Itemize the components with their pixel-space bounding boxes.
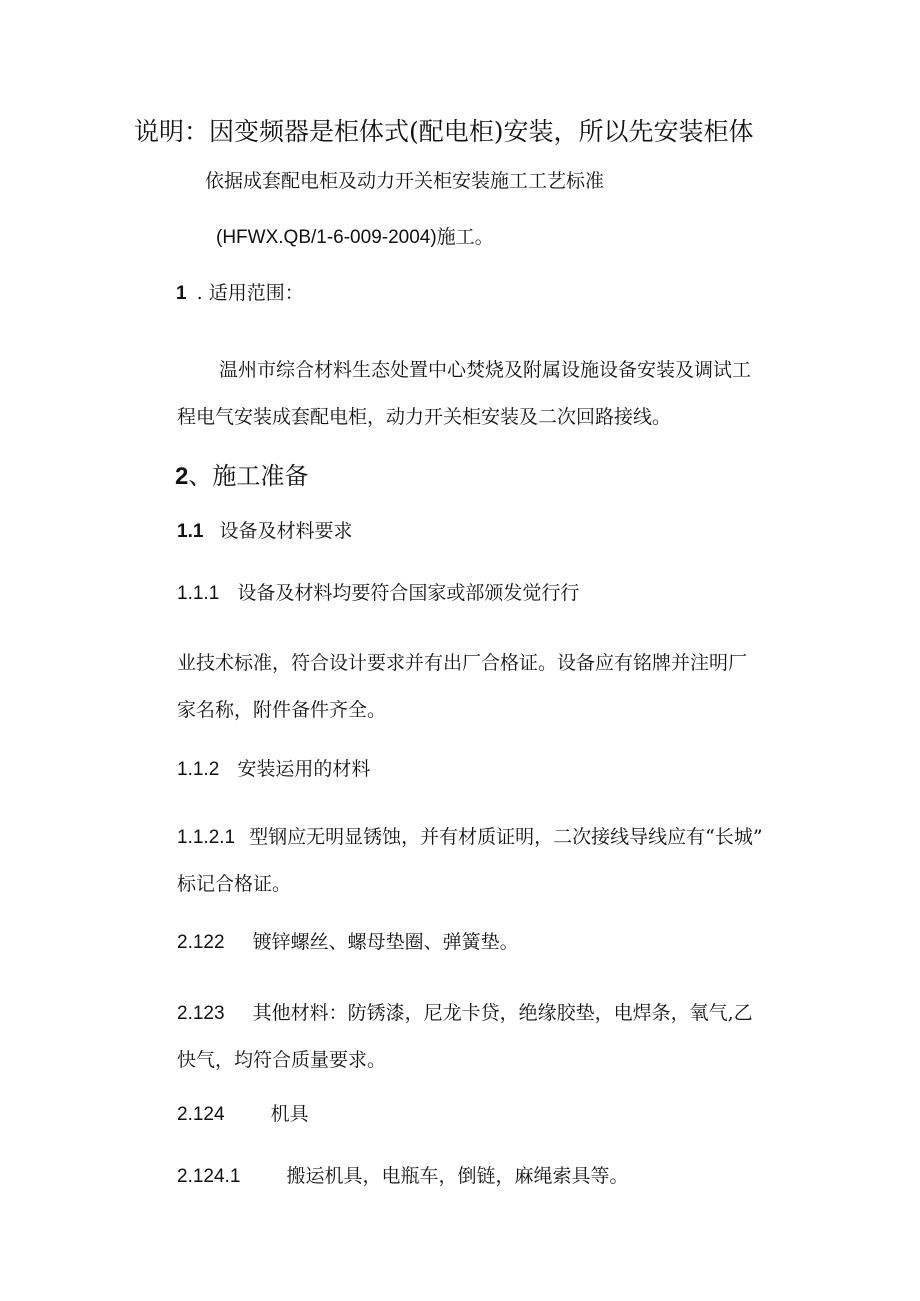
sub-1-1-2-1-cont-line-1: 标记合格证。 <box>177 873 292 895</box>
section-1-title: . 适用范围： <box>196 282 304 304</box>
sub-1-1-1-heading <box>177 584 579 603</box>
standard-code: (HFWX.QB/1-6-009-2004)施工。 <box>216 227 494 248</box>
sub-1-1-2-heading <box>177 760 370 779</box>
sub-2-122-title: 镀锌螺丝、螺母垫圈、弹簧垫。 <box>252 931 519 953</box>
section-2-heading <box>175 464 308 489</box>
sub-1-1-2-title: 安装运用的材料 <box>237 758 371 780</box>
sub-2-124-title: 机具 <box>270 1103 309 1125</box>
sub-2-123-heading <box>177 1004 753 1023</box>
sub-1-1-1-cont-line-1: 业技术标准，符合设计要求并有出厂合格证。设备应有铭牌并注明厂 <box>177 652 748 674</box>
sub-2-123-title: 其他材料：防锈漆，尼龙卡贷，绝缘胶垫，电焊条，氧气,乙 <box>252 1002 753 1024</box>
intro-line-2: 依据成套配电柜及动力开关柜安装施工工艺标准 <box>205 170 605 192</box>
sub-2-123-number: 2.123 <box>177 1003 225 1024</box>
sub-2-124-number: 2.124 <box>177 1104 225 1125</box>
intro-line-3 <box>216 228 494 247</box>
sub-2-122-number: 2.122 <box>177 932 225 953</box>
sub-1-1-2-number: 1.1.2 <box>177 759 220 780</box>
intro-line-1: 说明：因变频器是柜体式(配电柜)安装，所以先安装柜体 <box>134 117 754 146</box>
sub-1-1-2-1-title: 型钢应无明显锈蚀，并有材质证明，二次接线导线应有“长城” <box>249 826 763 848</box>
section-1-para-line-2: 程电气安装成套配电柜，动力开关柜安装及二次回路接线。 <box>177 406 672 428</box>
section-2-number: 2 <box>175 463 189 490</box>
section-2-title: 、施工准备 <box>188 462 309 490</box>
section-1-heading <box>176 284 304 303</box>
sub-1-1-number: 1.1 <box>177 521 204 542</box>
sub-1-1-heading <box>177 522 352 541</box>
sub-1-1-2-1-heading <box>177 828 763 847</box>
sub-2-124-heading <box>177 1105 309 1124</box>
sub-2-124-1-number: 2.124.1 <box>177 1166 241 1187</box>
section-1-number: 1 <box>176 283 187 304</box>
sub-2-124-1-title: 搬运机具，电瓶车，倒链，麻绳索具等。 <box>286 1165 629 1187</box>
sub-2-123-cont-line-1: 快气，均符合质量要求。 <box>177 1049 387 1071</box>
sub-1-1-1-cont-line-2: 家名称，附件备件齐全。 <box>177 699 387 721</box>
sub-2-124-1-heading <box>177 1167 628 1186</box>
sub-1-1-title: 设备及材料要求 <box>219 520 353 542</box>
sub-2-122-heading <box>177 933 519 952</box>
sub-1-1-1-title: 设备及材料均要符合国家或部颁发觉行行 <box>237 582 580 604</box>
sub-1-1-1-number: 1.1.1 <box>177 583 220 604</box>
section-1-para-line-1: 温州市综合材料生态处置中心焚烧及附属设施设备安装及调试工 <box>219 359 752 381</box>
sub-1-1-2-1-number: 1.1.2.1 <box>177 827 236 848</box>
